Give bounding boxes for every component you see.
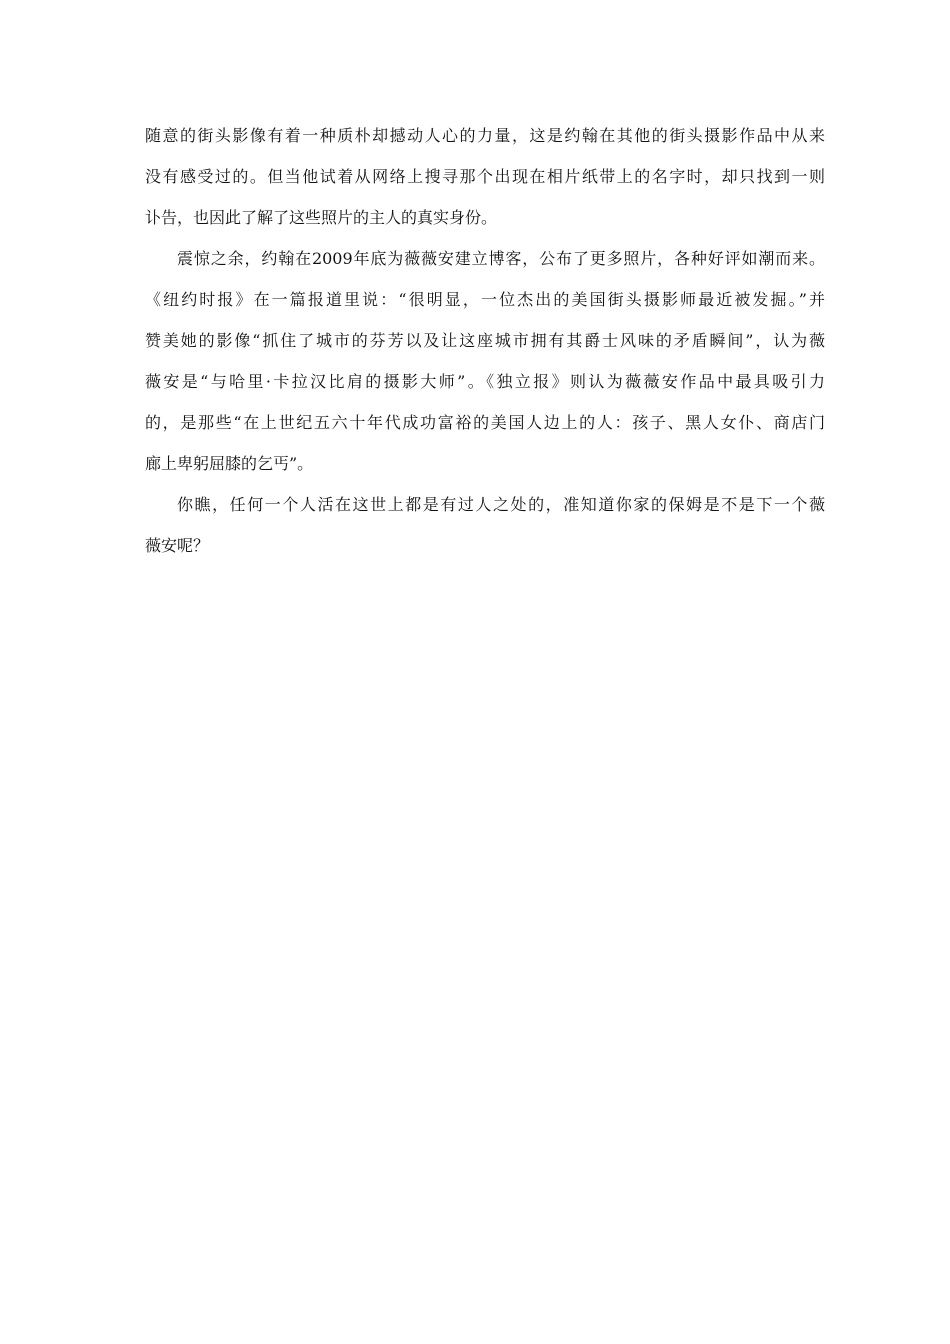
paragraph-2-line-1: 震惊之余，约翰在2009年底为薇薇安建立博客，公布了更多照片，各种好评如潮而来。 (177, 249, 825, 268)
paragraph-2-line-6: 廊上卑躬屈膝的乞丐”。 (145, 454, 314, 473)
paragraph-2-line-3: 赞美她的影像“抓住了城市的芬芳以及让这座城市拥有其爵士风味的矛盾瞬间”，认为薇 (145, 331, 825, 350)
paragraph-1-line-2: 没有感受过的。但当他试着从网络上搜寻那个出现在相片纸带上的名字时，却只找到一则 (145, 167, 825, 186)
paragraph-2-line-2: 《纽约时报》在一篇报道里说：“很明显，一位杰出的美国街头摄影师最近被发掘。”并 (145, 290, 825, 309)
paragraph-2-line-5: 的，是那些“在上世纪五六十年代成功富裕的美国人边上的人：孩子、黑人女仆、商店门 (145, 413, 825, 432)
paragraph-3-line-1: 你瞧，任何一个人活在这世上都是有过人之处的，准知道你家的保姆是不是下一个薇 (177, 495, 825, 514)
paragraph-3-line-2: 薇安呢？ (145, 536, 210, 555)
paragraph-1-line-3: 讣告，也因此了解了这些照片的主人的真实身份。 (145, 208, 498, 227)
paragraph-1-line-1: 随意的街头影像有着一种质朴却撼动人心的力量，这是约翰在其他的街头摄影作品中从来 (145, 126, 825, 145)
body-text (145, 115, 825, 566)
paragraph-2-line-4: 薇安是“与哈里·卡拉汉比肩的摄影大师”。《独立报》则认为薇薇安作品中最具吸引力 (145, 372, 825, 391)
